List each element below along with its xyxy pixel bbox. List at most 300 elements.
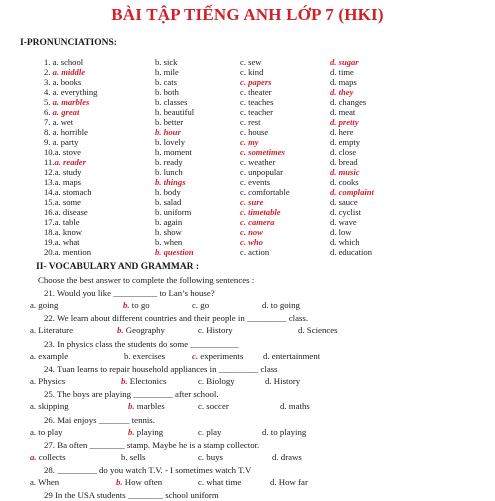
option-d (330, 97, 366, 107)
option-text: Literature (36, 325, 73, 336)
option-letter: b. (117, 325, 124, 336)
option-c (240, 97, 273, 107)
question-text: 25. The boys are playing _________ after school. (44, 389, 219, 400)
option-label: b. (155, 167, 164, 177)
option-c (240, 237, 263, 247)
option-d (330, 57, 359, 67)
pronunciation-row (0, 247, 495, 257)
option-word: sick (163, 57, 178, 67)
option-b (155, 177, 186, 187)
option-b (155, 247, 194, 257)
answer-option (192, 299, 209, 311)
option-label: c. (240, 187, 249, 197)
option-word: middle (61, 67, 86, 77)
option-a (44, 137, 78, 147)
option-word: house (248, 127, 269, 137)
answer-marker: a. (52, 67, 62, 77)
option-c (240, 177, 270, 187)
option-text: go (198, 300, 210, 310)
option-d (330, 87, 353, 97)
option-text: skipping (36, 401, 69, 412)
option-word: stove (62, 147, 81, 157)
option-letter: c. (192, 300, 199, 310)
option-label: 19.a. (44, 237, 63, 247)
answer-options (0, 324, 495, 336)
answer-option (117, 324, 165, 336)
option-label: 10.a. (44, 147, 63, 157)
option-a (44, 77, 81, 87)
option-label: b. (155, 177, 164, 187)
pronunciation-row (0, 207, 495, 217)
option-word: table (62, 217, 80, 227)
answer-option (198, 451, 223, 463)
option-label: c. (240, 177, 249, 187)
question-text: 23. In physics class the students do some ___________ (44, 338, 239, 349)
option-label: c. (240, 137, 249, 147)
option-label: 6. (44, 107, 53, 117)
option-word: time (338, 67, 354, 77)
option-label: c. (240, 77, 249, 87)
option-d (330, 177, 359, 187)
option-label: 13.a. (44, 177, 63, 187)
option-label: c. (240, 197, 249, 207)
answer-options (0, 299, 495, 311)
option-word: unpopular (248, 167, 283, 177)
option-word: lovely (163, 137, 186, 147)
option-a (44, 147, 81, 157)
option-letter: b. (116, 477, 123, 488)
option-word: question (163, 247, 194, 257)
option-word: comfortable (248, 187, 290, 197)
answer-option (30, 426, 63, 438)
option-text: How often (122, 477, 163, 488)
answer-option (192, 350, 243, 362)
option-letter: a. (30, 350, 37, 361)
pronunciation-row (0, 237, 495, 247)
option-letter: a. (30, 451, 37, 462)
option-a (44, 57, 83, 67)
option-text: playing (134, 426, 164, 437)
option-word: sew (248, 57, 262, 67)
option-c (240, 207, 281, 217)
option-label: b. (155, 247, 164, 257)
option-label: b. (155, 57, 164, 67)
pronunciation-row (0, 87, 495, 97)
option-label: c. (240, 97, 249, 107)
option-c (240, 137, 259, 147)
option-label: d. (330, 157, 339, 167)
option-word: sauce (338, 197, 358, 207)
option-c (240, 107, 273, 117)
option-letter: a. (30, 300, 37, 310)
option-text: maths (286, 401, 310, 412)
option-d (330, 157, 358, 167)
option-b (155, 147, 192, 157)
option-b (155, 97, 187, 107)
option-letter: c. (198, 401, 205, 412)
option-d (330, 247, 372, 257)
option-letter: c. (198, 451, 205, 462)
option-letter: a. (30, 375, 37, 386)
option-word: again (163, 217, 183, 227)
option-letter: a. (30, 426, 37, 437)
option-label: c. (240, 147, 249, 157)
option-label: 8. a. (44, 127, 61, 137)
option-d (330, 137, 360, 147)
option-c (240, 217, 274, 227)
option-letter: d. (262, 426, 269, 437)
option-letter: b. (128, 426, 135, 437)
question-line (0, 489, 495, 501)
option-label: d. (330, 147, 339, 157)
option-label: c. (240, 117, 249, 127)
pronunciation-row (0, 217, 495, 227)
option-word: sometimes (248, 147, 285, 157)
option-d (330, 77, 357, 87)
option-label: b. (155, 77, 164, 87)
answer-option (198, 324, 233, 336)
question-text: 21. Would you like __________ to Lan’s house? (44, 288, 215, 298)
option-label: 16.a. (44, 207, 63, 217)
option-d (330, 117, 359, 127)
option-letter: c. (198, 375, 205, 386)
option-b (155, 57, 177, 67)
option-label: c. (240, 57, 249, 67)
answer-option (298, 324, 338, 336)
option-word: stomach (62, 187, 92, 197)
option-word: papers (248, 77, 272, 87)
option-text: Biology (204, 375, 235, 386)
option-text: experiments (198, 350, 244, 361)
answer-option (121, 375, 166, 387)
option-label: b. (155, 187, 164, 197)
option-c (240, 67, 263, 77)
answer-option (128, 426, 163, 438)
option-letter: b. (121, 451, 128, 462)
option-text: How far (276, 477, 308, 488)
pronunciation-row (0, 127, 495, 137)
option-label: b. (155, 67, 164, 77)
option-letter: d. (270, 477, 277, 488)
option-label: b. (155, 147, 164, 157)
option-d (330, 207, 361, 217)
option-c (240, 127, 268, 137)
option-label: d. (330, 217, 339, 227)
option-word: things (163, 177, 186, 187)
option-label: d. (330, 57, 339, 67)
option-label: d. (330, 87, 339, 97)
option-letter: a. (30, 325, 37, 336)
answer-option (198, 476, 241, 488)
pronunciation-row (0, 77, 495, 87)
option-b (155, 127, 181, 137)
answer-option (30, 350, 68, 362)
option-text: what time (204, 477, 242, 488)
option-b (155, 187, 181, 197)
answer-option (262, 426, 306, 438)
option-word: kind (248, 67, 264, 77)
option-letter: a. (30, 401, 37, 412)
option-c (240, 57, 262, 67)
option-d (330, 107, 355, 117)
question-line (0, 312, 495, 324)
option-text: entertainment (269, 350, 321, 361)
option-word: pretty (338, 117, 359, 127)
option-label: c. (240, 67, 249, 77)
option-text: to going (268, 300, 300, 310)
option-label: c. (240, 207, 249, 217)
option-text: to play (36, 426, 63, 437)
option-letter: b. (123, 300, 130, 310)
question-text: 22. We learn about different countries and their people in _________ class. (44, 313, 309, 324)
answer-option (123, 299, 150, 311)
option-label: b. (155, 107, 164, 117)
option-word: body (163, 187, 181, 197)
answer-option (198, 400, 229, 412)
option-word: my (248, 137, 259, 147)
option-text: play (204, 426, 222, 437)
option-c (240, 77, 272, 87)
option-word: school (60, 57, 84, 67)
option-a (44, 207, 88, 217)
pronunciation-row (0, 157, 495, 167)
pronunciation-row (0, 137, 495, 147)
option-label: c. (240, 107, 249, 117)
option-b (155, 87, 179, 97)
answer-options (0, 375, 495, 387)
option-b (155, 237, 182, 247)
option-d (330, 237, 360, 247)
answer-option (30, 451, 66, 463)
option-a (44, 177, 81, 187)
pronunciation-row (0, 177, 495, 187)
pronunciation-row (0, 187, 495, 197)
option-word: uniform (163, 207, 192, 217)
option-label: d. (330, 107, 339, 117)
option-word: books (60, 77, 82, 87)
question-text: 29 In the USA students ________ school uniform (44, 490, 219, 501)
option-word: mention (62, 247, 92, 257)
option-a (44, 67, 85, 77)
option-label: 3. a. (44, 77, 61, 87)
answer-options (0, 451, 495, 463)
option-label: c. (240, 237, 249, 247)
option-label: c. (240, 167, 249, 177)
option-text: soccer (204, 401, 229, 412)
option-b (155, 197, 181, 207)
option-a (44, 187, 92, 197)
answer-option (265, 375, 300, 387)
option-label: c. (240, 87, 249, 97)
option-word: mile (163, 67, 179, 77)
option-a (44, 197, 81, 207)
option-word: weather (248, 157, 276, 167)
option-label: d. (330, 227, 339, 237)
option-word: camera (248, 217, 275, 227)
option-word: great (61, 107, 80, 117)
option-word: study (62, 167, 82, 177)
option-text: When (36, 477, 60, 488)
option-label: 9. a. (44, 137, 61, 147)
option-text: to playing (268, 426, 307, 437)
option-d (330, 227, 351, 237)
option-label: b. (155, 157, 164, 167)
option-word: everything (60, 87, 98, 97)
option-label: 4. a. (44, 87, 61, 97)
pronunciation-row (0, 107, 495, 117)
option-letter: b. (124, 350, 131, 361)
option-label: 14.a. (44, 187, 63, 197)
option-label: b. (155, 217, 164, 227)
option-text: going (36, 300, 59, 310)
option-a (44, 97, 89, 107)
option-word: both (163, 87, 179, 97)
option-letter: d. (272, 451, 279, 462)
option-label: b. (155, 137, 164, 147)
answer-options (0, 426, 495, 438)
option-d (330, 217, 357, 227)
option-label: b. (155, 97, 164, 107)
option-word: marbles (61, 97, 90, 107)
option-text: sells (127, 451, 146, 462)
option-word: beautiful (163, 107, 195, 117)
answer-marker: a. (54, 157, 64, 167)
option-text: Geography (123, 325, 165, 336)
option-b (155, 107, 194, 117)
answer-option (30, 375, 65, 387)
option-b (155, 67, 179, 77)
option-c (240, 227, 263, 237)
pronunciation-row (0, 67, 495, 77)
answer-option (121, 451, 145, 463)
pronunciation-row (0, 167, 495, 177)
option-label: 12.a. (44, 167, 63, 177)
option-word: education (338, 247, 372, 257)
option-label: b. (155, 227, 164, 237)
option-text: marbles (134, 401, 165, 412)
option-a (44, 157, 86, 167)
answer-options (0, 400, 495, 412)
option-word: now (248, 227, 263, 237)
answer-marker: a. (52, 97, 62, 107)
question-line (0, 338, 495, 350)
option-label: d. (330, 237, 339, 247)
option-letter: b. (128, 401, 135, 412)
option-text: example (36, 350, 69, 361)
answer-option (198, 426, 221, 438)
question-text: 27. Ba often ________ stamp. Maybe he is a stamp collector. (44, 439, 260, 450)
option-label: d. (330, 177, 339, 187)
option-label: 11. (44, 157, 55, 167)
option-word: cooks (338, 177, 359, 187)
option-word: changes (338, 97, 367, 107)
option-c (240, 187, 290, 197)
option-label: c. (240, 217, 249, 227)
option-word: they (338, 87, 354, 97)
answer-option (198, 375, 235, 387)
option-word: rest (248, 117, 261, 127)
option-word: what (62, 237, 80, 247)
option-a (44, 107, 79, 117)
option-word: classes (163, 97, 188, 107)
option-word: empty (338, 137, 361, 147)
question-line (0, 388, 495, 400)
option-d (330, 167, 360, 177)
option-letter: d. (265, 375, 272, 386)
option-word: cats (163, 77, 177, 87)
option-word: action (248, 247, 270, 257)
question-text: 28. _________ do you watch T.V. - I sometimes watch T.V (44, 465, 252, 476)
option-word: some (62, 197, 81, 207)
option-word: maps (338, 77, 357, 87)
option-label: d. (330, 187, 339, 197)
option-letter: c. (192, 350, 199, 361)
instruction-text: Choose the best answer to complete the following sentences : (38, 275, 255, 285)
option-label: 1. a. (44, 57, 61, 67)
option-letter: b. (121, 375, 128, 386)
option-word: which (338, 237, 360, 247)
option-d (330, 147, 356, 157)
option-word: teaches (248, 97, 274, 107)
option-a (44, 87, 97, 97)
option-letter: d. (263, 350, 270, 361)
section-pronunciations-heading: I-PRONUNCIATIONS: (20, 38, 117, 48)
option-a (44, 237, 80, 247)
option-label: d. (330, 67, 339, 77)
option-text: buys (204, 451, 223, 462)
option-label: b. (155, 117, 164, 127)
option-label: d. (330, 97, 339, 107)
option-c (240, 147, 285, 157)
option-b (155, 77, 177, 87)
option-word: wet (60, 117, 74, 127)
option-label: 2. (44, 67, 53, 77)
option-label: b. (155, 87, 164, 97)
option-b (155, 217, 182, 227)
pronunciation-row (0, 227, 495, 237)
question-line (0, 439, 495, 451)
option-a (44, 247, 91, 257)
answer-options (0, 350, 495, 362)
option-word: salad (163, 197, 182, 207)
option-c (240, 87, 272, 97)
option-label: 5. (44, 97, 53, 107)
option-label: 18.a. (44, 227, 63, 237)
option-d (330, 197, 358, 207)
answer-marker: a. (52, 107, 62, 117)
answer-option (270, 476, 308, 488)
option-label: b. (155, 127, 164, 137)
option-word: hour (163, 127, 181, 137)
option-letter: d. (280, 401, 287, 412)
option-c (240, 167, 283, 177)
option-word: teacher (248, 107, 273, 117)
option-word: theater (248, 87, 272, 97)
answer-option (30, 476, 59, 488)
pronunciation-row (0, 57, 495, 67)
option-label: 15.a. (44, 197, 63, 207)
option-label: d. (330, 117, 339, 127)
option-word: who (248, 237, 263, 247)
option-text: exercises (130, 350, 166, 361)
option-c (240, 247, 269, 257)
answer-option (280, 400, 310, 412)
option-text: collects (36, 451, 66, 462)
option-b (155, 117, 183, 127)
option-word: better (163, 117, 184, 127)
option-word: lunch (163, 167, 183, 177)
option-text: Sciences (304, 325, 338, 336)
